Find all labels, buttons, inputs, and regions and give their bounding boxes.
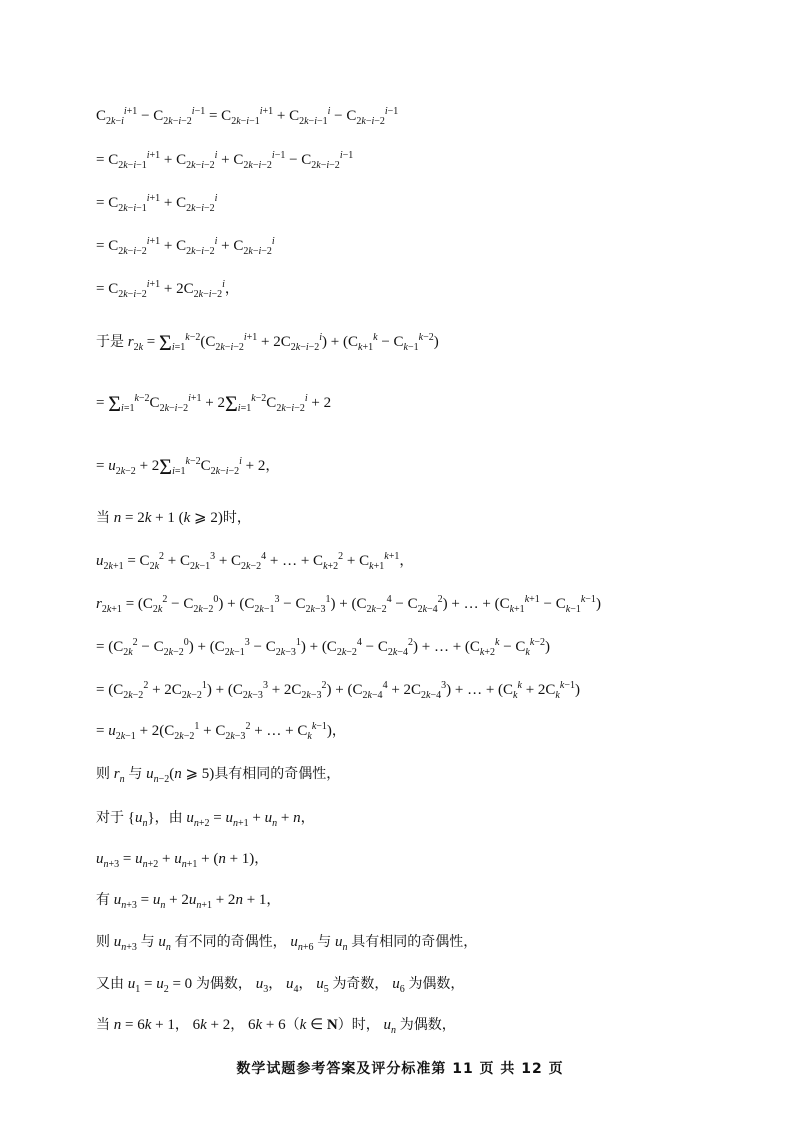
page-footer: 数学试题参考答案及评分标准第 11 页 共 12 页 bbox=[236, 1061, 564, 1077]
formula-line-11: $r_{2k+1} = (C_{2k}^2 - C_{2k-2}^0) + (C_{2k-1}^3 - C_{2k-3}^1) + (C_{2k-2}^4 - C_{2k-4}^2)$ + … + $(C_{k+1}^{k+1} - C_{k-1}^{k-1})$ bbox=[96, 594, 601, 615]
formula-line-14: = $u_{2k-1} + 2(C_{2k-2}^1 + C_{2k-3}^2$ + … + $C_k^{k-1}$)， bbox=[96, 721, 346, 742]
formula-line-6: 于是 $r_{2k} = \Sigma_{i=1}^{k-2}(C_{2k-i-2}^{i+1} + 2C_{2k-i-2}^i) + (C_{k+1}^k - C_{k-1}^{k-2})$ bbox=[96, 330, 439, 355]
formula-line-3: = $C_{2k-i-1}^{i+1} + C_{2k-i-2}^i$ bbox=[96, 193, 218, 214]
formula-line-20: 又由 $u_1 = u_2 = 0$ 为偶数， $u_3$， $u_4$， $u_5$ 为奇数， $u_6$ 为偶数， bbox=[96, 976, 465, 995]
formula-line-17: $u_{n+3} = u_{n+2} + u_{n+1} + (n + 1)$， bbox=[96, 851, 269, 870]
formula-line-21: 当 n = 6k + 1， 6k + 2， 6k + 6（k ∈ N）时， $u_n$ 为偶数， bbox=[96, 1017, 456, 1036]
formula-line-9: 当 n = 2k + 1 (k ⩾ 2)时， bbox=[96, 510, 251, 526]
formula-line-2: = $C_{2k-i-1}^{i+1} + C_{2k-i-2}^i + C_{2k-i-2}^{i-1} - C_{2k-i-2}^{i-1}$ bbox=[96, 150, 354, 171]
formula-line-8: = $u_{2k-2} + 2\Sigma_{i=1}^{k-2}C_{2k-i-2}^i + 2$， bbox=[96, 454, 280, 479]
formula-line-15: 则 $r_n$ 与 $u_{n-2}(n$ ⩾ 5)具有相同的奇偶性， bbox=[96, 766, 341, 785]
formula-line-5: = $C_{2k-i-2}^{i+1} + 2C_{2k-i-2}^i$， bbox=[96, 279, 239, 300]
formula-line-18: 有 $u_{n+3} = u_n + 2u_{n+1} + 2n + 1$， bbox=[96, 892, 281, 911]
formula-line-10: $u_{2k+1} = C_{2k}^2 + C_{2k-1}^3 + C_{2k-2}^4$ + … + $C_{k+2}^2 + C_{k+1}^{k+1}$， bbox=[96, 551, 414, 572]
formula-line-19: 则 $u_{n+3}$ 与 $u_n$ 有不同的奇偶性， $u_{n+6}$ 与 $u_n$ 具有相同的奇偶性， bbox=[96, 934, 478, 953]
formula-line-1: $C_{2k-i}^{i+1} - C_{2k-i-2}^{i-1} = C_{2k-i-1}^{i+1} + C_{2k-i-1}^i - C_{2k-i-2}^{i-1}$ bbox=[96, 106, 399, 127]
formula-line-16: 对于 $\{u_n\}$，由 $u_{n+2} = u_{n+1} + u_n + n$， bbox=[96, 810, 315, 829]
formula-line-12: = $(C_{2k}^2 - C_{2k-2}^0) + (C_{2k-1}^3 - C_{2k-3}^1) + (C_{2k-2}^4 - C_{2k-4}^2)$ + … + $(C_{k+2}^k - C_k^{k-2})$ bbox=[96, 637, 550, 658]
formula-line-13: = $(C_{2k-2}^2 + 2C_{2k-2}^1) + (C_{2k-3}^3 + 2C_{2k-3}^2) + (C_{2k-4}^4 + 2C_{2k-4}^3)$ + … + $(C_k^k + 2C_k^{k-1})$ bbox=[96, 680, 580, 701]
formula-line-4: = $C_{2k-i-2}^{i+1} + C_{2k-i-2}^i + C_{2k-i-2}^i$ bbox=[96, 236, 275, 257]
formula-line-7: = $\Sigma_{i=1}^{k-2}C_{2k-i-2}^{i+1} + 2\Sigma_{i=1}^{k-2}C_{2k-i-2}^i + 2$ bbox=[96, 391, 332, 416]
